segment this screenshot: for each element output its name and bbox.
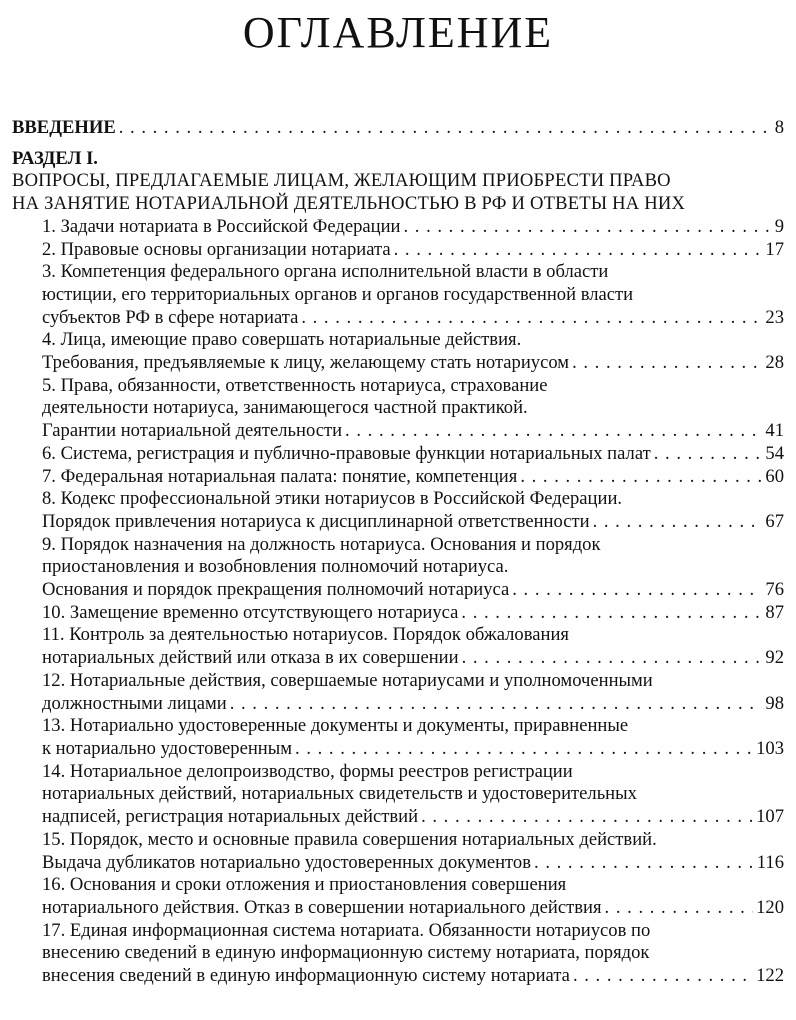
toc-entry-text-line: внесения сведений в единую информационную систему нотариата: [42, 965, 570, 987]
toc-entry-text-line: 6. Система, регистрация и публично-правовые функции нотариальных палат: [42, 442, 651, 464]
toc-entry-final-line: [42, 216, 784, 239]
toc-entry-final-line: [42, 579, 784, 602]
dot-leader: [119, 117, 772, 140]
dot-leader: [572, 352, 762, 375]
toc-entry-text-line: 14. Нотариальное делопроизводство, формы реестров регистрации: [42, 760, 573, 782]
toc-page-number: 107: [756, 806, 784, 828]
toc-entry-label: ВВЕДЕНИЕ: [12, 117, 116, 138]
toc-entry-text-line: 13. Нотариально удостоверенные документы и документы, приравненные: [42, 715, 629, 737]
dot-leader: [295, 738, 753, 761]
toc-entry-text-line: субъектов РФ в сфере нотариата: [42, 306, 299, 328]
toc-entry-text-line: 17. Единая информационная система нотариата. Обязанности нотариусов по: [42, 919, 651, 941]
toc-entry-text-line: 1. Задачи нотариата в Российской Федерации: [42, 215, 401, 237]
dot-leader: [573, 965, 753, 988]
toc-page-number: 120: [756, 896, 784, 918]
toc-entry[interactable]: [12, 261, 784, 329]
toc-entry-final-line: [42, 602, 784, 625]
toc-entry-text-line: 4. Лица, имеющие право совершать нотариальные действия.: [42, 329, 522, 351]
toc-entry-text-line: нотариальных действий или отказа в их совершении: [42, 647, 459, 669]
toc-entry-text-line: Порядок привлечения нотариуса к дисциплинарной ответственности: [42, 510, 590, 532]
toc-page-number: 76: [765, 579, 784, 601]
toc-page-number: 54: [765, 442, 784, 464]
toc-entry-text-line: Требования, предъявляемые к лицу, желающему стать нотариусом: [42, 352, 570, 374]
toc-entry-final-line: [42, 420, 784, 443]
toc-entry-text-line: 12. Нотариальные действия, совершаемые нотариусами и уполномоченными: [42, 669, 653, 691]
toc-page-number: 23: [765, 306, 784, 328]
section-label: РАЗДЕЛ I.: [12, 147, 98, 169]
toc-entry-text-line: 7. Федеральная нотариальная палата: понятие, компетенция: [42, 465, 518, 487]
toc-entry-final-line: [42, 307, 784, 330]
dot-leader: [394, 239, 763, 262]
toc-entry[interactable]: [12, 534, 784, 602]
toc-page-number: 9: [774, 215, 784, 237]
toc-entry-text-line: приостановления и возобновления полномочий нотариуса.: [42, 556, 509, 578]
toc-page-number: 28: [765, 352, 784, 374]
toc-entry-final-line: [42, 693, 784, 716]
page-title: ОГЛАВЛЕНИЕ: [242, 8, 554, 57]
toc-page-number: 116: [756, 851, 784, 873]
toc-page-number: 122: [756, 965, 784, 987]
toc-entry-text-line: 8. Кодекс профессиональной этики нотариусов в Российской Федерации.: [42, 488, 623, 510]
toc-entry-final-line: [42, 352, 784, 375]
toc-entry[interactable]: [12, 874, 784, 919]
toc-entry[interactable]: [12, 602, 784, 625]
toc-page-number: 87: [765, 601, 784, 623]
toc-entry-final-line: [42, 738, 784, 761]
dot-leader: [593, 511, 763, 534]
toc-entry-text-line: 3. Компетенция федерального органа исполнительной власти в области: [42, 261, 609, 283]
dot-leader: [605, 897, 754, 920]
dot-leader: [345, 420, 762, 443]
toc-entry[interactable]: [12, 466, 784, 489]
table-of-contents: [12, 117, 784, 988]
dot-leader: [654, 443, 763, 466]
toc-entry-final-line: [42, 511, 784, 534]
toc-entry-text-line: 5. Права, обязанности, ответственность нотариуса, страхование: [42, 374, 548, 396]
toc-entry-text-line: деятельности нотариуса, занимающегося частной практикой.: [42, 397, 528, 419]
toc-items: [12, 216, 784, 988]
toc-entry[interactable]: [12, 829, 784, 874]
toc-entry[interactable]: [12, 488, 784, 533]
toc-entry[interactable]: [12, 329, 784, 374]
toc-page-number: 17: [765, 238, 784, 260]
toc-page-number: 98: [765, 692, 784, 714]
toc-entry-final-line: [42, 897, 784, 920]
dot-leader: [301, 307, 762, 330]
toc-entry-text-line: нотариальных действий, нотариальных свидетельств и удостоверительных: [42, 783, 637, 805]
toc-entry[interactable]: [12, 443, 784, 466]
section-title-line: ВОПРОСЫ, ПРЕДЛАГАЕМЫЕ ЛИЦАМ, ЖЕЛАЮЩИМ ПРИОБРЕСТИ ПРАВО: [12, 170, 671, 192]
toc-entry[interactable]: [12, 375, 784, 443]
toc-page-number: 67: [765, 510, 784, 532]
toc-entry[interactable]: [12, 239, 784, 262]
toc-entry[interactable]: [12, 761, 784, 829]
toc-entry-text-line: 11. Контроль за деятельностью нотариусов. Порядок обжалования: [42, 624, 569, 646]
toc-entry-text-line: 16. Основания и сроки отложения и приостановления совершения: [42, 874, 567, 896]
dot-leader: [461, 602, 762, 625]
toc-entry-text-line: 2. Правовые основы организации нотариата: [42, 238, 391, 260]
toc-entry[interactable]: [12, 920, 784, 988]
toc-page-number: 8: [774, 117, 784, 138]
toc-page-number: 103: [756, 737, 784, 759]
toc-entry-text-line: 9. Порядок назначения на должность нотариуса. Основания и порядок: [42, 533, 601, 555]
dot-leader: [421, 806, 753, 829]
toc-entry[interactable]: [12, 624, 784, 669]
toc-entry-final-line: [42, 852, 784, 875]
toc-entry-final-line: [42, 466, 784, 489]
dot-leader: [230, 693, 763, 716]
dot-leader: [534, 852, 754, 875]
toc-entry-text-line: надписей, регистрация нотариальных действий: [42, 806, 419, 828]
toc-entry[interactable]: [12, 670, 784, 715]
toc-entry-text-line: юстиции, его территориальных органов и органов государственной власти: [42, 283, 634, 305]
dot-leader: [462, 647, 763, 670]
toc-entry[interactable]: [12, 216, 784, 239]
dot-leader: [520, 466, 762, 489]
toc-entry-final-line: [42, 806, 784, 829]
toc-entry-final-line: [42, 647, 784, 670]
toc-entry-text-line: Выдача дубликатов нотариально удостоверенных документов: [42, 851, 532, 873]
toc-entry-text-line: Гарантии нотариальной деятельности: [42, 420, 343, 442]
toc-entry-text-line: 15. Порядок, место и основные правила совершения нотариальных действий.: [42, 828, 657, 850]
toc-page-number: 60: [765, 465, 784, 487]
toc-entry-text-line: должностными лицами: [42, 692, 227, 714]
toc-page-number: 92: [765, 647, 784, 669]
toc-entry-final-line: [42, 239, 784, 262]
dot-leader: [403, 216, 771, 239]
toc-entry-final-line: [42, 443, 784, 466]
toc-page-number: 41: [765, 420, 784, 442]
section-title-line: НА ЗАНЯТИЕ НОТАРИАЛЬНОЙ ДЕЯТЕЛЬНОСТЬЮ В РФ И ОТВЕТЫ НА НИХ: [12, 193, 686, 215]
toc-entry-text-line: внесению сведений в единую информационную систему нотариата, порядок: [42, 942, 650, 964]
toc-entry-final-line: [42, 965, 784, 988]
toc-entry[interactable]: [12, 715, 784, 760]
toc-entry-text-line: 10. Замещение временно отсутствующего нотариуса: [42, 601, 459, 623]
toc-entry-text-line: Основания и порядок прекращения полномочий нотариуса: [42, 579, 510, 601]
dot-leader: [512, 579, 762, 602]
toc-entry-introduction[interactable]: [12, 117, 784, 140]
toc-entry-text-line: нотариального действия. Отказ в совершении нотариального действия: [42, 896, 602, 918]
toc-entry-text-line: к нотариально удостоверенным: [42, 737, 293, 759]
